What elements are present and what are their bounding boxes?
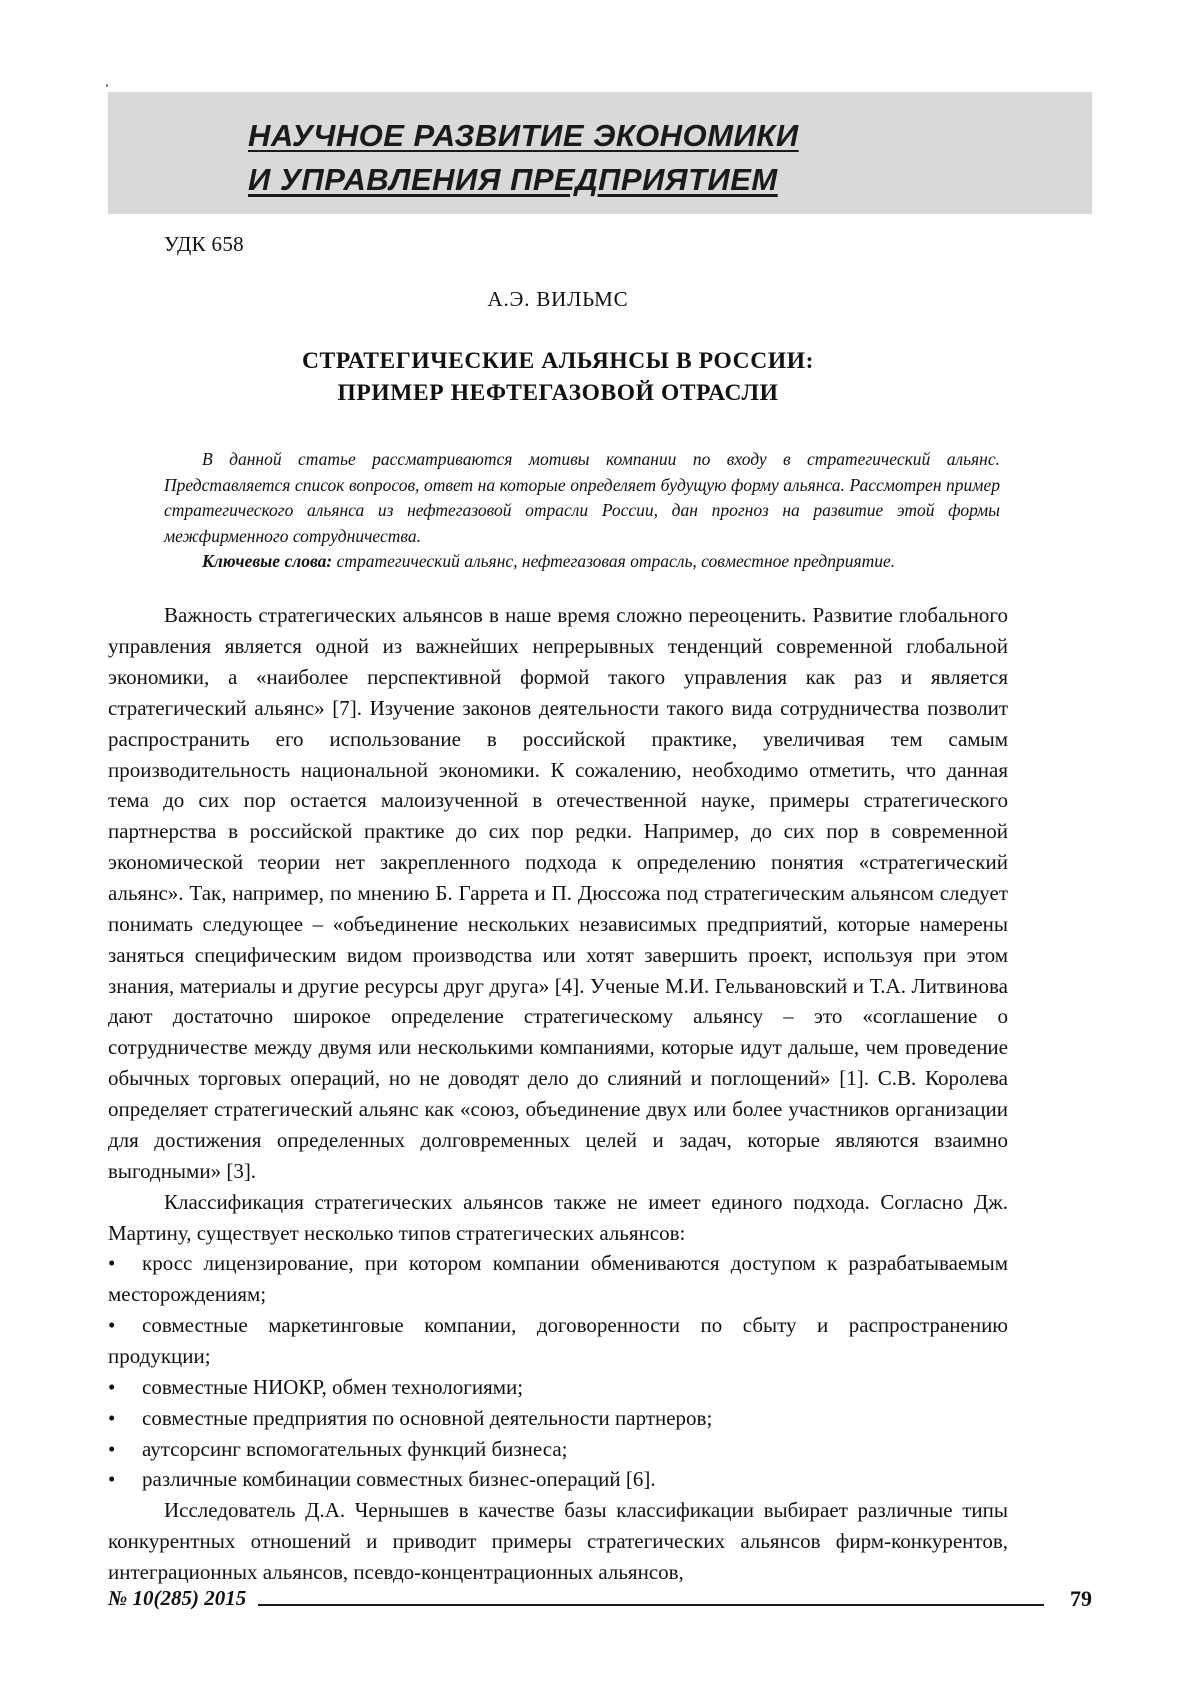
list-item — [108, 1434, 1008, 1465]
list-item — [108, 1310, 1008, 1372]
list-item-text: совместные предприятия по основной деятельности партнеров; — [142, 1405, 713, 1430]
article-title — [108, 346, 1008, 409]
list-item — [108, 1372, 1008, 1403]
keywords-paragraph — [164, 549, 1000, 574]
list-item-text: аутсорсинг вспомогательных функций бизнеса; — [142, 1436, 568, 1461]
author-name: А.Э. ВИЛЬМС — [487, 287, 629, 311]
list-item — [108, 1403, 1008, 1434]
udk-code: УДК 658 — [164, 232, 244, 256]
paragraph-closing: Исследователь Д.А. Чернышев в качестве базы классификации выбирает различные типы конкурентных отношений и приводит примеры стратегических альянсов фирм-конкурентов, интеграционных альянсов, псевдо-концентрационных альянсов, — [108, 1498, 1008, 1584]
keywords-label: Ключевые слова: — [202, 550, 333, 571]
article-title-line-2: ПРИМЕР НЕФТЕГАЗОВОЙ ОТРАСЛИ — [337, 379, 779, 406]
paragraph-1: Важность стратегических альянсов в наше время сложно переоценить. Развитие глобального управления является одной из важнейших непрерывных тенденций современной глобальной экономики, а «наиболее перспективной формой такого управления как раз и является стратегический альянс» [7]. Изучение законов деятельности такого вида сотрудничества позволит распространить его использование в российской практике, увеличивая тем самым производительность национальной экономики. К сожалению, необходимо отметить, что данная тема до сих пор остается малоизученной в отечественной науке, примеры стратегического партнерства в российской практике до сих пор редки. Например, до сих пор в современной экономической теории нет закрепленного подхода к определению понятия «стратегический альянс». Так, например, по мнению Б. Гаррета и П. Дюссожа под стратегическим альянсом следует понимать следующее – «объединение нескольких независимых предприятий, которые намерены заняться специфическим видом производства или хотят завершить проект, используя при этом знания, материалы и другие ресурсы друг друга» [4]. Ученые М.И. Гельвановский и Т.А. Литвинова дают достаточно широкое определение стратегическому альянсу – это «соглашение о сотрудничестве между двумя или несколькими компаниями, которые идут дальше, чем проведение обычных торговых операций, но не доводят дело до слияний и поглощений» [1]. С.В. Королева определяет стратегический альянс как «союз, объединение двух или более участников организации для достижения определенных долговременных целей и задач, которые являются взаимно выгодными» [3]. — [108, 603, 1008, 1183]
article-title-line-1: СТРАТЕГИЧЕСКИЕ АЛЬЯНСЫ В РОССИИ: — [301, 348, 815, 374]
paragraph-2: Классификация стратегических альянсов также не имеет единого подхода. Согласно Дж. Мартину, существует несколько типов стратегических альянсов: — [108, 1189, 1008, 1245]
list-item — [108, 1248, 1008, 1310]
section-banner-line-2: И УПРАВЛЕНИЯ ПРЕДПРИЯТИЕМ — [248, 162, 778, 198]
abstract-text: В данной статье рассматриваются мотивы компании по входу в стратегический альянс. Представляется список вопросов, ответ на которые определяет будущую форму альянса. Рассмотрен пример стратегического альянса из нефтегазовой отрасли России, дан прогноз на развитие этой формы межфирменного сотрудничества. — [164, 449, 1000, 546]
list-item-text: совместные маркетинговые компании, договоренности по сбыту и распространению продукции; — [108, 1313, 1008, 1368]
list-item — [108, 1464, 1008, 1495]
issue-number: № 10(285) 2015 — [108, 1586, 247, 1610]
list-item-text: кросс лицензирование, при котором компании обмениваются доступом к разрабатываемым месторождениям; — [108, 1251, 1008, 1307]
article-content — [108, 232, 1008, 1588]
page-speck — [106, 84, 108, 87]
keywords-list: стратегический альянс, нефтегазовая отрасль, совместное предприятие. — [332, 550, 896, 571]
abstract — [164, 447, 1000, 549]
page-footer — [108, 1586, 1092, 1626]
keywords — [164, 549, 1000, 574]
section-banner-line-1: НАУЧНОЕ РАЗВИТИЕ ЭКОНОМИКИ — [248, 118, 799, 153]
article-body — [108, 600, 1008, 1588]
list-item-text: совместные НИОКР, обмен технологиями; — [142, 1374, 524, 1399]
list-item-text: различные комбинации совместных бизнес-операций [6]. — [142, 1467, 656, 1492]
footer-divider — [258, 1604, 1044, 1606]
section-banner-text — [248, 114, 1068, 202]
alliance-types-list — [108, 1248, 1008, 1495]
section-banner — [108, 92, 1092, 214]
page-number: 79 — [1070, 1586, 1092, 1611]
